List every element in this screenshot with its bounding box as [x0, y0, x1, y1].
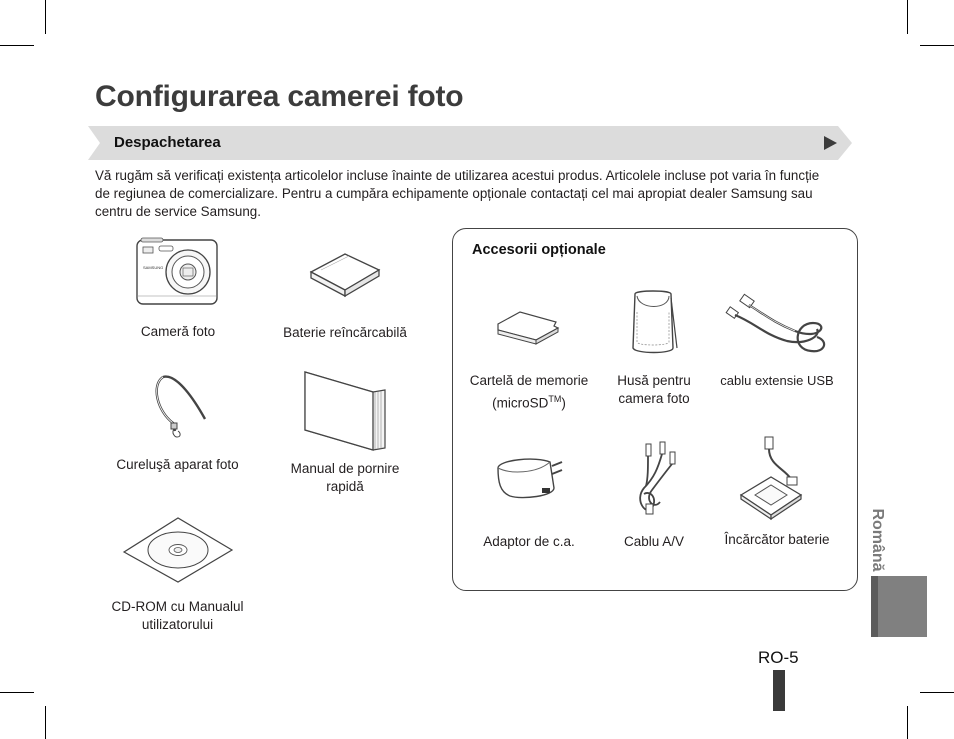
optional-item-label: Adaptor de c.a.: [483, 534, 575, 549]
memory-card-icon: [494, 306, 564, 346]
optional-item-label: Husă pentru camera foto: [617, 373, 691, 406]
crop-mark: [45, 0, 46, 34]
language-tab-label: [862, 505, 892, 575]
intro-paragraph: Vă rugăm să verificați existența articolelor incluse înainte de utilizarea acestui produs. Articolele incluse pot varia în funcție de regiunea de comercializare. Pentru a cumpăra echipamente opționale contactați cel mai apropiat dealer Samsung sau centru de service Samsung.: [95, 168, 820, 219]
optional-item-memory-card: [458, 306, 600, 413]
battery-charger-icon: [735, 435, 819, 521]
memory-card-label-tail: ): [561, 395, 566, 411]
section-title: Despachetarea: [114, 134, 221, 151]
included-item-label: Manual de pornire rapidă: [290, 461, 400, 494]
optional-item-label: Încărcător baterie: [724, 532, 830, 547]
camera-brand-text: SAMSUNG: [143, 265, 164, 270]
cd-rom-icon: [122, 516, 234, 584]
included-item-cd-rom: [95, 516, 260, 634]
optional-item-battery-charger: [712, 435, 842, 549]
optional-item-usb-cable: [712, 293, 842, 390]
optional-item-camera-case: [604, 288, 704, 408]
included-item-battery: [270, 248, 420, 342]
included-item-label: Cureluşă aparat foto: [116, 457, 239, 472]
included-item-label: Cameră foto: [140, 324, 216, 339]
page-number-bar: [773, 670, 785, 711]
usb-cable-icon: [725, 293, 829, 355]
optional-item-av-cable: [604, 438, 704, 551]
page-number: RO-5: [758, 648, 799, 667]
optional-item-label: [458, 372, 600, 413]
battery-icon: [305, 248, 385, 298]
crop-mark: [907, 706, 908, 739]
camera-icon: [133, 234, 223, 312]
manual-icon: [299, 368, 391, 454]
camera-case-icon: [625, 288, 683, 356]
av-cable-icon: [624, 438, 684, 518]
crop-mark: [920, 692, 954, 693]
crop-mark: [0, 45, 34, 46]
crop-mark: [0, 692, 34, 693]
included-item-manual: [270, 368, 420, 496]
page-title: Configurarea camerei foto: [95, 80, 464, 113]
section-header: [88, 126, 852, 160]
optional-item-ac-adapter: [463, 452, 595, 551]
ac-adapter-icon: [492, 452, 566, 502]
optional-item-label: cablu extensie USB: [720, 373, 834, 388]
included-item-label: CD-ROM cu Manualul utilizatorului: [111, 599, 244, 632]
included-item-strap: [100, 371, 255, 474]
strap-icon: [143, 371, 213, 441]
crop-mark: [907, 0, 908, 34]
trademark-superscript: TM: [548, 394, 562, 404]
crop-mark: [45, 706, 46, 739]
memory-card-label-text: Cartelă de memorie (microSD: [469, 373, 589, 411]
included-item-label: Baterie reîncărcabilă: [283, 325, 407, 340]
language-tab-text: Română: [869, 508, 886, 572]
language-tab-edge: [871, 576, 878, 637]
optional-item-label: Cablu A/V: [623, 534, 685, 549]
included-item-camera: [118, 234, 238, 341]
crop-mark: [920, 45, 954, 46]
language-tab-block: [871, 576, 927, 637]
optional-accessories-title: Accesorii opționale: [472, 242, 606, 258]
